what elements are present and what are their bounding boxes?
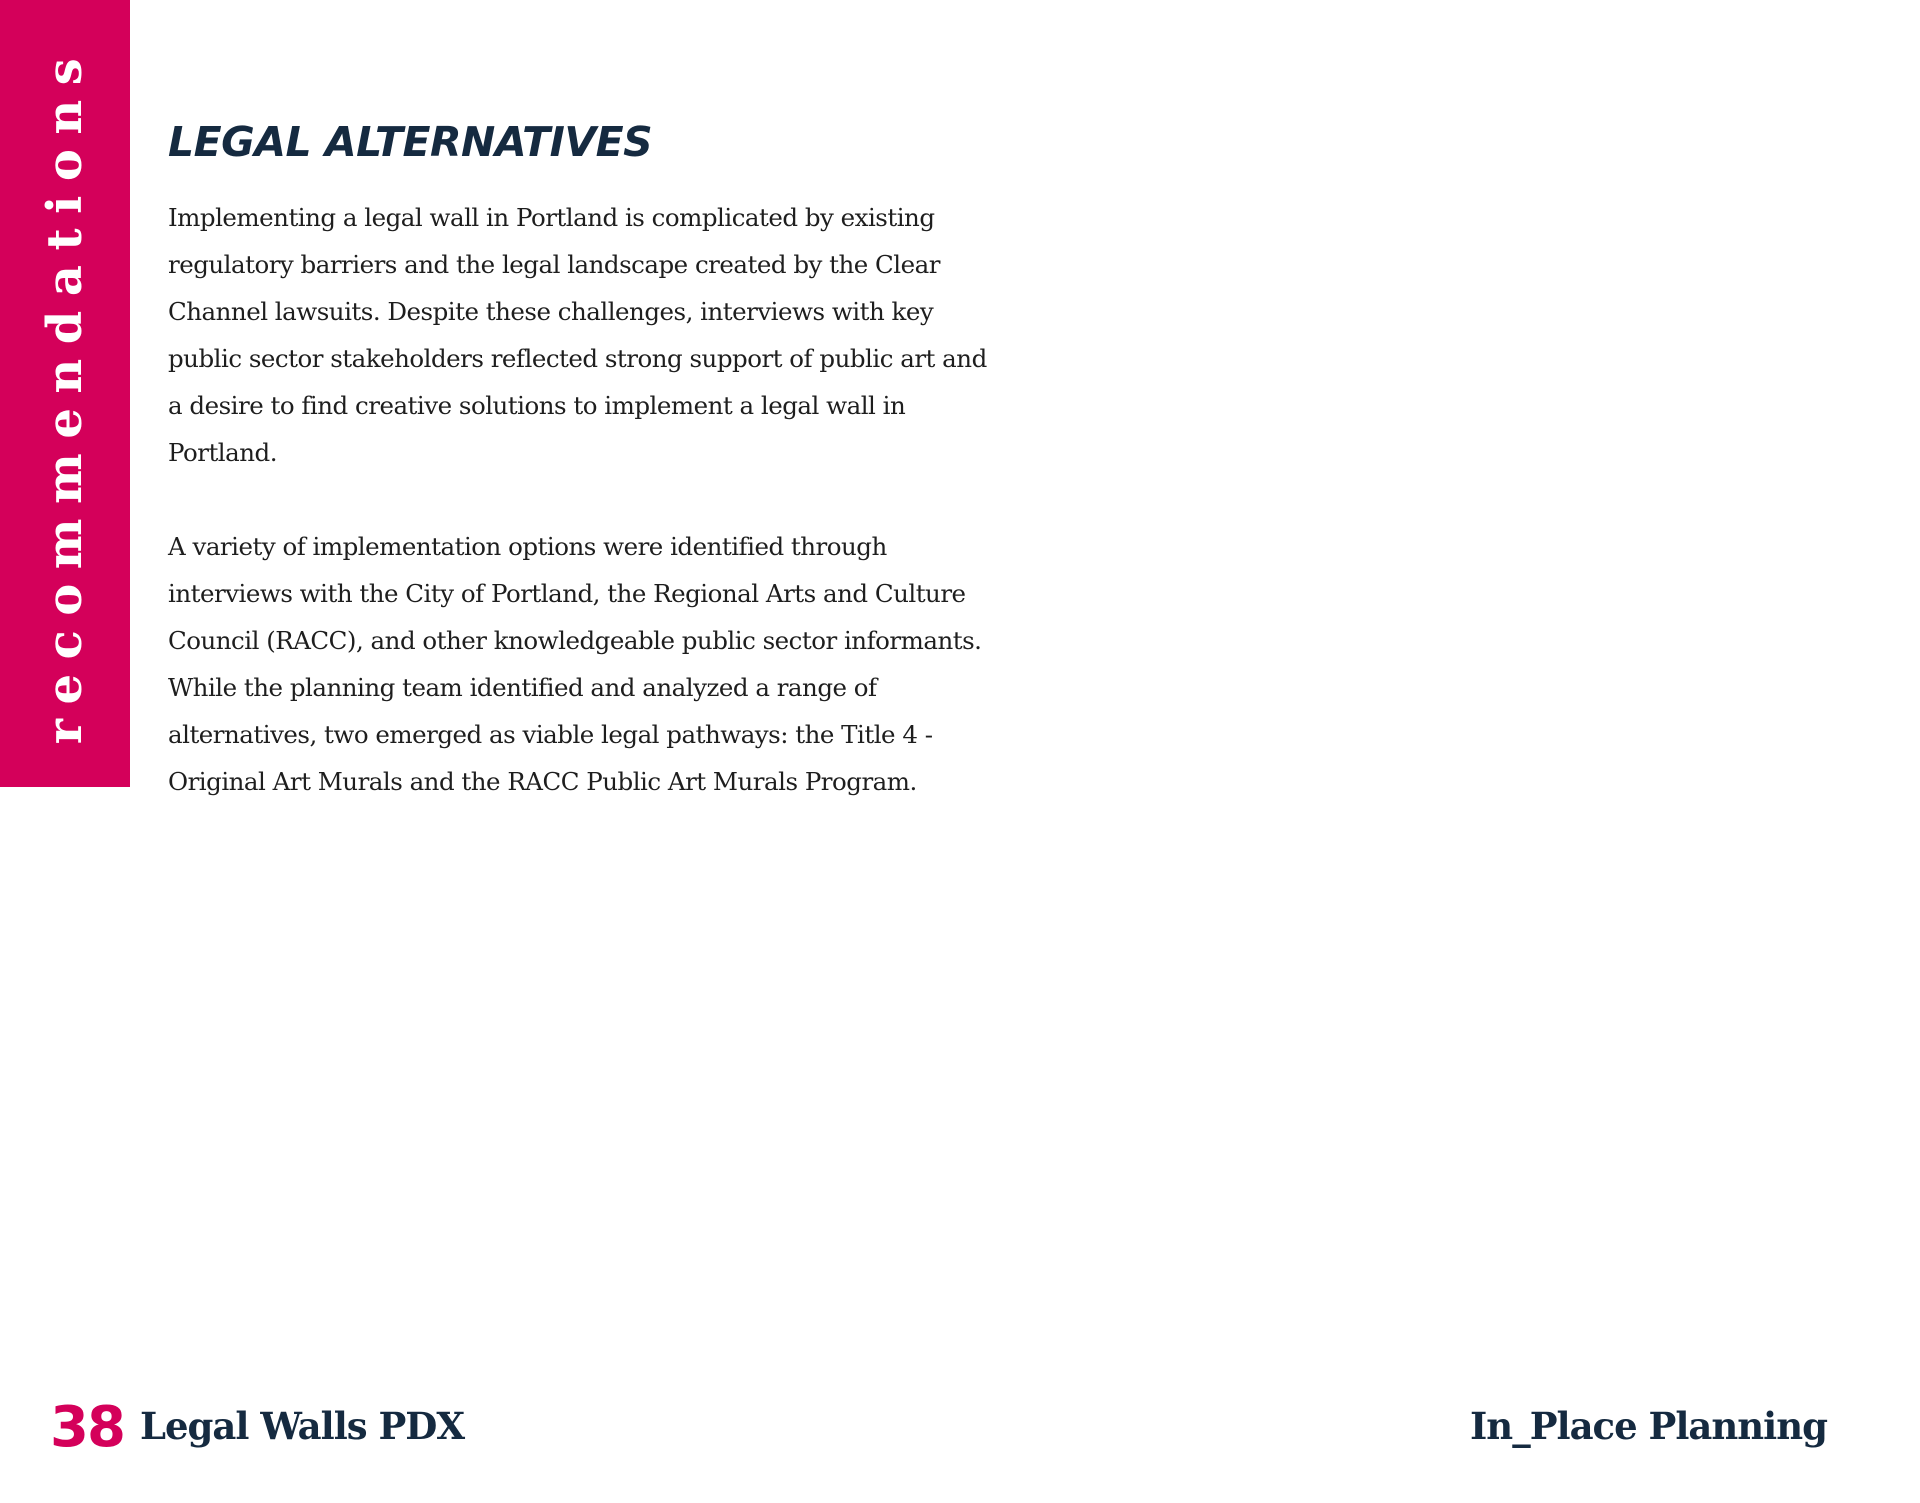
organization-name: In_Place Planning [1470,1404,1827,1448]
main-content [168,118,998,805]
section-title: LEGAL ALTERNATIVES [168,118,653,166]
side-tab [0,0,130,787]
page-footer [0,1395,1920,1470]
page-number: 38 [50,1395,124,1460]
body-paragraph: Implementing a legal wall in Portland is complicated by existing regulatory barriers and the legal landscape created by the Clear Channel lawsuits. Despite these challenges, interviews with key public sector stakeholders reflected strong support of public art and a desire to find creative solutions to implement a legal wall in Portland. [168,203,987,468]
side-tab-label: recommendations [37,43,93,744]
body-paragraph: A variety of implementation options were identified through interviews with the City of Portland, the Regional Arts and Culture Council (RACC), and other knowledgeable public sector informants. While the planning team identified and analyzed a range of alternatives, two emerged as viable legal pathways: the Title 4 - Original Art Murals and the RACC Public Art Murals Program. [168,532,982,797]
document-title: Legal Walls PDX [140,1404,465,1448]
